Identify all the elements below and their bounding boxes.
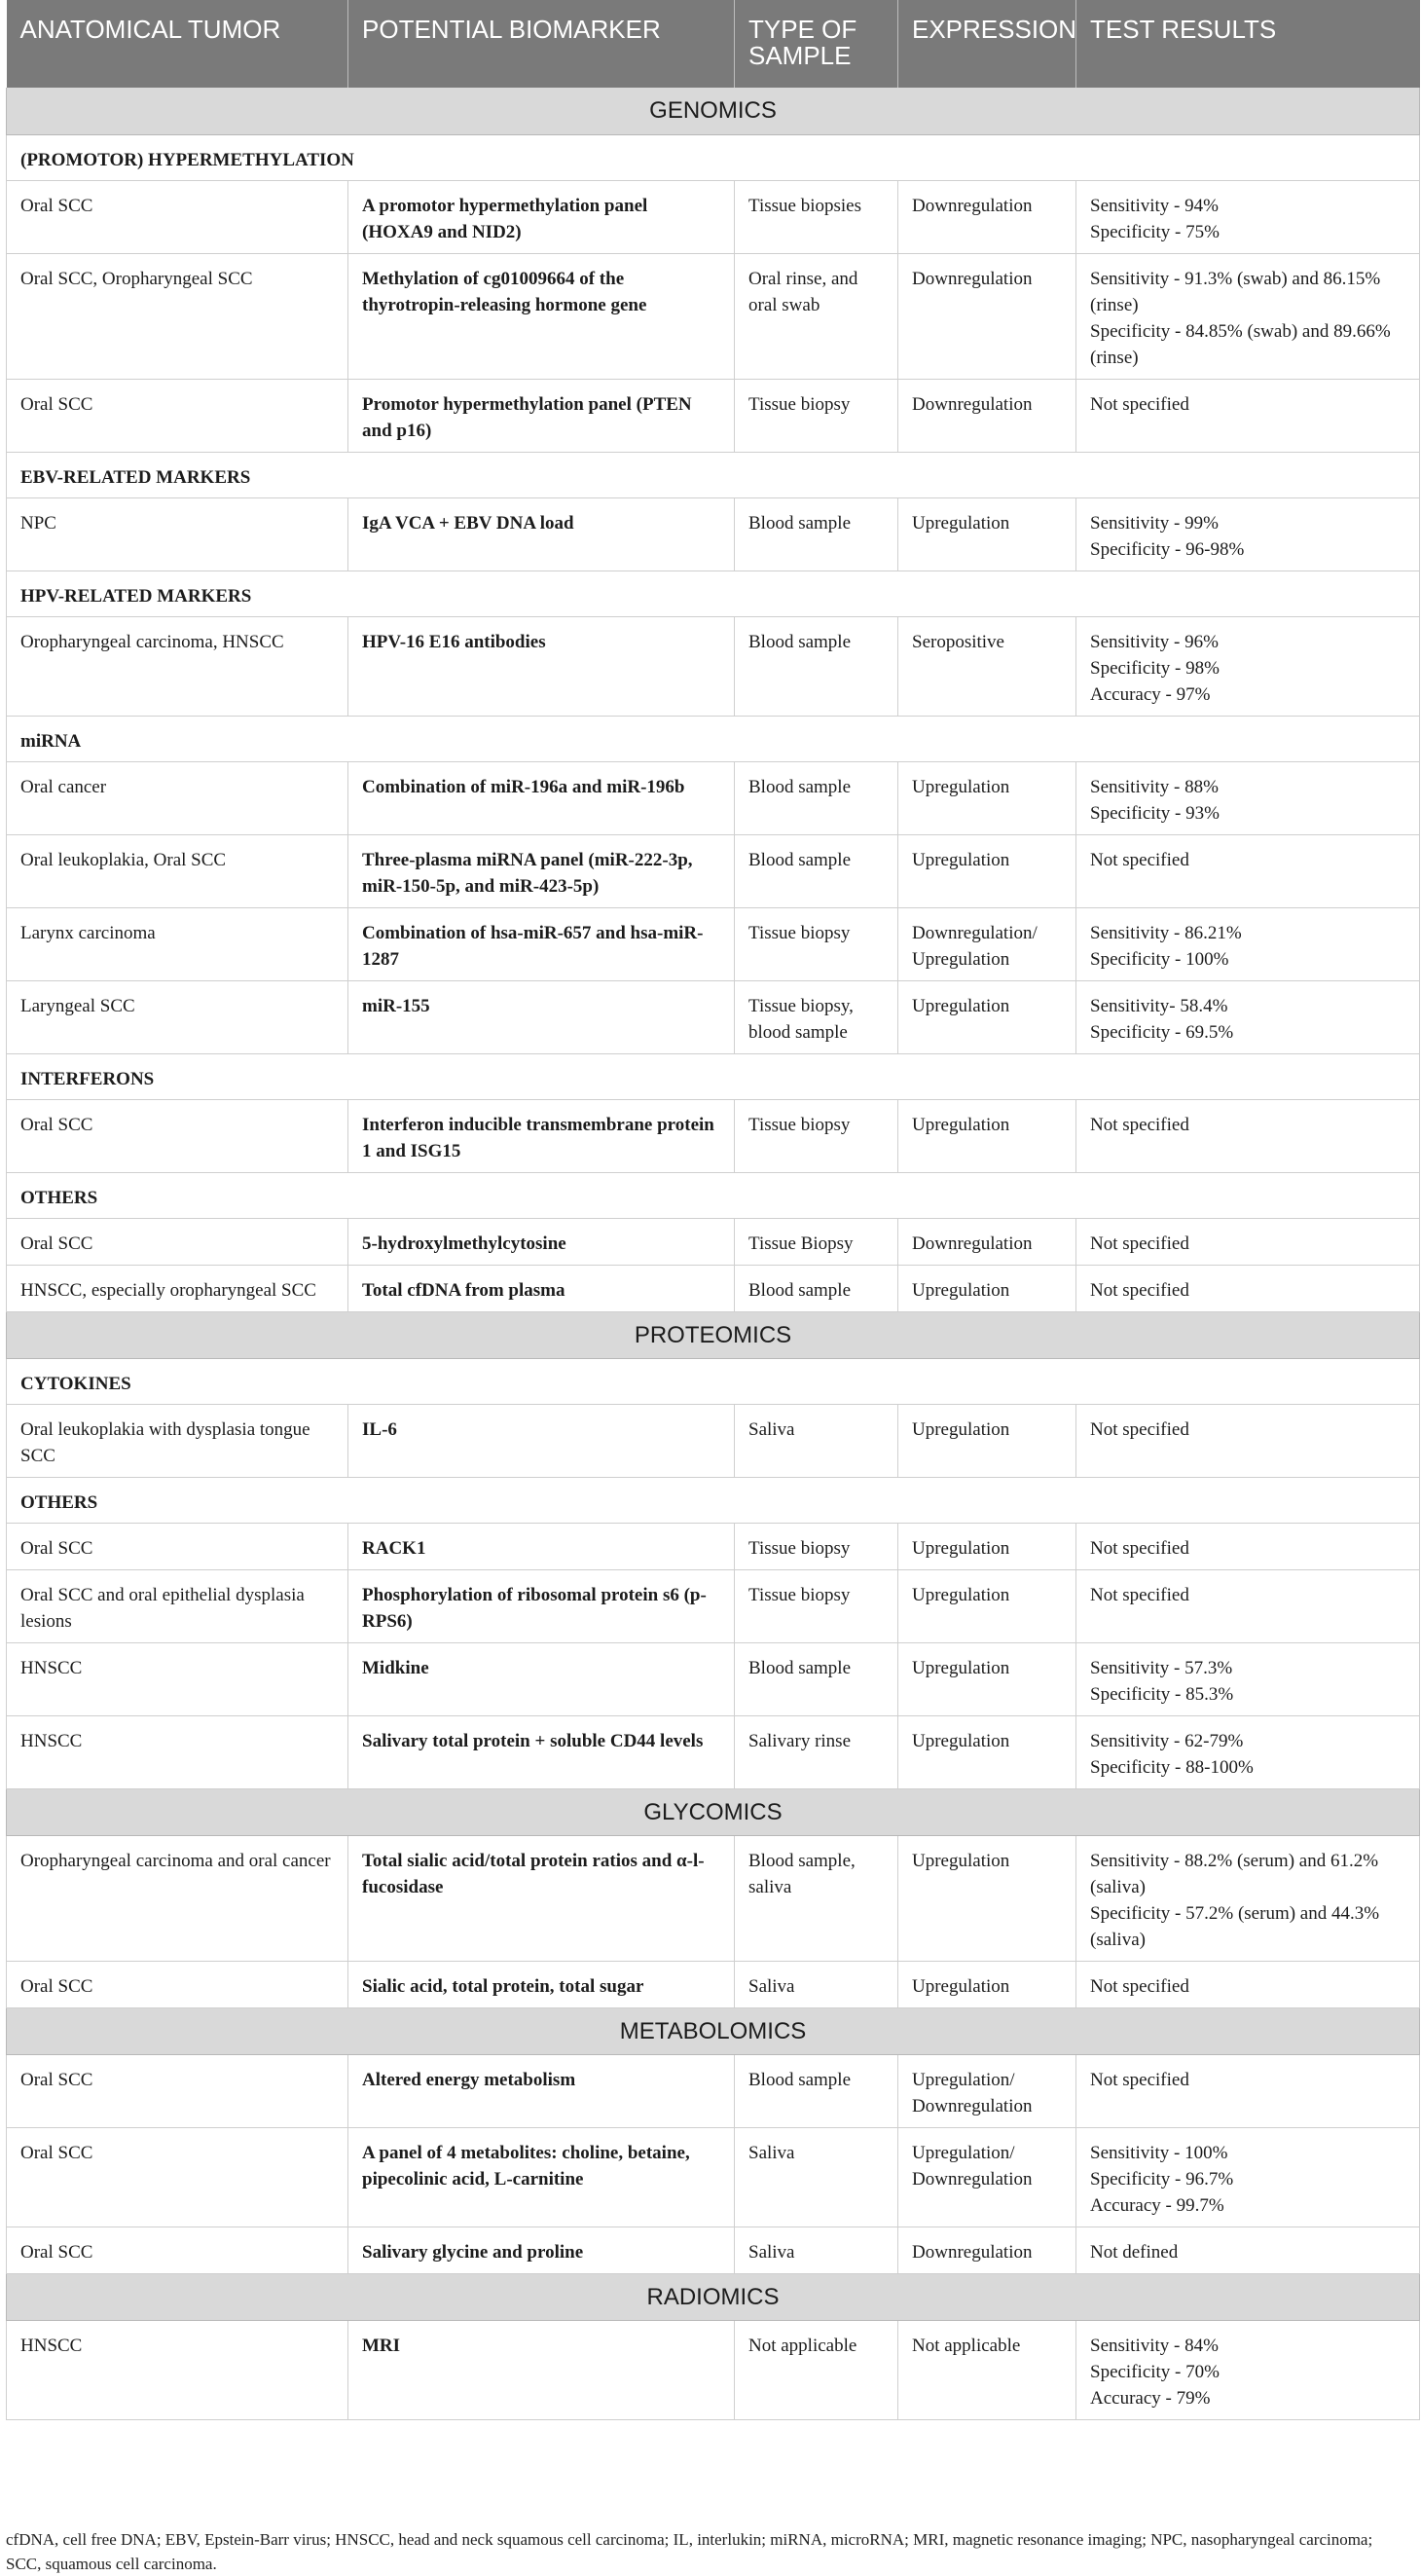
test-result-line: Specificity - 57.2% (serum) and 44.3% (saliva) bbox=[1090, 1902, 1380, 1950]
test-result-line: Specificity - 93% bbox=[1090, 802, 1220, 824]
test-result-line: Accuracy - 97% bbox=[1090, 683, 1211, 705]
cell-potential-biomarker: IL-6 bbox=[348, 1404, 735, 1477]
test-result-line: Sensitivity - 57.3% bbox=[1090, 1657, 1233, 1678]
cell-potential-biomarker: Combination of miR-196a and miR-196b bbox=[348, 761, 735, 834]
section-row bbox=[7, 2273, 1420, 2320]
test-result-line: Sensitivity - 62-79% bbox=[1090, 1730, 1244, 1751]
test-result-line: Sensitivity - 100% bbox=[1090, 2142, 1228, 2163]
cell-anatomical-tumor: Oral SCC bbox=[7, 379, 348, 452]
cell-type-of-sample: Tissue Biopsy bbox=[735, 1218, 898, 1265]
test-result-line: Not specified bbox=[1090, 1975, 1189, 1997]
cell-type-of-sample: Blood sample bbox=[735, 1642, 898, 1715]
subsection-row bbox=[7, 134, 1420, 180]
test-result-line: Specificity - 75% bbox=[1090, 221, 1220, 242]
section-row bbox=[7, 1788, 1420, 1835]
header-row bbox=[7, 0, 1420, 88]
subsection-title: OTHERS bbox=[7, 1172, 1420, 1218]
cell-potential-biomarker: Interferon inducible transmembrane protein 1 and ISG15 bbox=[348, 1099, 735, 1172]
subsection-title: CYTOKINES bbox=[7, 1358, 1420, 1404]
cell-expression: Upregulation bbox=[898, 1569, 1076, 1642]
section-title: GENOMICS bbox=[7, 88, 1420, 134]
subsection-row bbox=[7, 1477, 1420, 1523]
test-result-line: Not specified bbox=[1090, 1584, 1189, 1605]
test-result-line: Not specified bbox=[1090, 393, 1189, 415]
cell-type-of-sample: Saliva bbox=[735, 1404, 898, 1477]
test-result-line: Not specified bbox=[1090, 849, 1189, 870]
cell-test-results bbox=[1076, 180, 1420, 253]
test-result-line: Sensitivity - 96% bbox=[1090, 631, 1219, 652]
cell-expression: Upregulation bbox=[898, 1404, 1076, 1477]
table-row bbox=[7, 1404, 1420, 1477]
section-row bbox=[7, 1311, 1420, 1358]
cell-type-of-sample: Blood sample, saliva bbox=[735, 1835, 898, 1961]
cell-type-of-sample: Saliva bbox=[735, 1961, 898, 2007]
cell-type-of-sample: Blood sample bbox=[735, 761, 898, 834]
cell-anatomical-tumor: Oral SCC, Oropharyngeal SCC bbox=[7, 253, 348, 379]
cell-test-results bbox=[1076, 1961, 1420, 2007]
test-result-line: Specificity - 85.3% bbox=[1090, 1683, 1234, 1705]
cell-anatomical-tumor: Oral SCC bbox=[7, 180, 348, 253]
cell-test-results bbox=[1076, 1569, 1420, 1642]
header-type-of-sample: TYPE OF SAMPLE bbox=[735, 0, 898, 88]
cell-potential-biomarker: Phosphorylation of ribosomal protein s6 (p-RPS6) bbox=[348, 1569, 735, 1642]
cell-potential-biomarker: Methylation of cg01009664 of the thyrotropin-releasing hormone gene bbox=[348, 253, 735, 379]
subsection-row bbox=[7, 1358, 1420, 1404]
cell-type-of-sample: Blood sample bbox=[735, 834, 898, 907]
cell-test-results bbox=[1076, 2054, 1420, 2127]
test-result-line: Specificity - 98% bbox=[1090, 657, 1220, 679]
test-result-line: Sensitivity - 88% bbox=[1090, 776, 1219, 797]
cell-type-of-sample: Tissue biopsies bbox=[735, 180, 898, 253]
cell-test-results bbox=[1076, 834, 1420, 907]
table-row bbox=[7, 2054, 1420, 2127]
cell-potential-biomarker: Total cfDNA from plasma bbox=[348, 1265, 735, 1311]
table-row bbox=[7, 253, 1420, 379]
cell-potential-biomarker: MRI bbox=[348, 2320, 735, 2419]
cell-test-results bbox=[1076, 907, 1420, 980]
cell-anatomical-tumor: Oropharyngeal carcinoma and oral cancer bbox=[7, 1835, 348, 1961]
subsection-row bbox=[7, 716, 1420, 761]
cell-expression: Downregulation bbox=[898, 2226, 1076, 2273]
table-row bbox=[7, 2226, 1420, 2273]
cell-test-results bbox=[1076, 1715, 1420, 1788]
subsection-title: miRNA bbox=[7, 716, 1420, 761]
cell-potential-biomarker: RACK1 bbox=[348, 1523, 735, 1569]
cell-type-of-sample: Salivary rinse bbox=[735, 1715, 898, 1788]
cell-expression: Upregulation bbox=[898, 1715, 1076, 1788]
table-row bbox=[7, 1961, 1420, 2007]
cell-potential-biomarker: miR-155 bbox=[348, 980, 735, 1053]
cell-expression: Downregulation bbox=[898, 379, 1076, 452]
table-row bbox=[7, 1099, 1420, 1172]
table-row bbox=[7, 497, 1420, 570]
cell-anatomical-tumor: Oral SCC and oral epithelial dysplasia lesions bbox=[7, 1569, 348, 1642]
cell-potential-biomarker: A promotor hypermethylation panel (HOXA9 and NID2) bbox=[348, 180, 735, 253]
cell-type-of-sample: Saliva bbox=[735, 2127, 898, 2226]
cell-anatomical-tumor: Oral leukoplakia with dysplasia tongue SCC bbox=[7, 1404, 348, 1477]
cell-test-results bbox=[1076, 1642, 1420, 1715]
cell-expression: Upregulation/ Downregulation bbox=[898, 2127, 1076, 2226]
test-result-line: Accuracy - 79% bbox=[1090, 2387, 1211, 2409]
test-result-line: Specificity - 96-98% bbox=[1090, 538, 1245, 560]
cell-test-results bbox=[1076, 1523, 1420, 1569]
cell-type-of-sample: Tissue biopsy bbox=[735, 379, 898, 452]
cell-test-results bbox=[1076, 1265, 1420, 1311]
cell-type-of-sample: Blood sample bbox=[735, 2054, 898, 2127]
cell-anatomical-tumor: HNSCC bbox=[7, 1715, 348, 1788]
header-potential-biomarker: POTENTIAL BIOMARKER bbox=[348, 0, 735, 88]
cell-test-results bbox=[1076, 980, 1420, 1053]
cell-anatomical-tumor: Oral SCC bbox=[7, 2226, 348, 2273]
cell-potential-biomarker: Three-plasma miRNA panel (miR-222-3p, miR-150-5p, and miR-423-5p) bbox=[348, 834, 735, 907]
subsection-row bbox=[7, 1172, 1420, 1218]
cell-anatomical-tumor: Oral cancer bbox=[7, 761, 348, 834]
cell-anatomical-tumor: Oral SCC bbox=[7, 1523, 348, 1569]
test-result-line: Specificity - 70% bbox=[1090, 2361, 1220, 2382]
test-result-line: Specificity - 84.85% (swab) and 89.66% (rinse) bbox=[1090, 320, 1391, 368]
cell-anatomical-tumor: HNSCC bbox=[7, 2320, 348, 2419]
cell-anatomical-tumor: HNSCC, especially oropharyngeal SCC bbox=[7, 1265, 348, 1311]
cell-expression: Downregulation/ Upregulation bbox=[898, 907, 1076, 980]
cell-potential-biomarker: IgA VCA + EBV DNA load bbox=[348, 497, 735, 570]
cell-potential-biomarker: 5-hydroxylmethylcytosine bbox=[348, 1218, 735, 1265]
cell-expression: Upregulation bbox=[898, 980, 1076, 1053]
cell-expression: Upregulation bbox=[898, 1523, 1076, 1569]
cell-potential-biomarker: HPV-16 E16 antibodies bbox=[348, 616, 735, 716]
cell-test-results bbox=[1076, 616, 1420, 716]
cell-expression: Upregulation bbox=[898, 1265, 1076, 1311]
subsection-title: OTHERS bbox=[7, 1477, 1420, 1523]
cell-type-of-sample: Blood sample bbox=[735, 497, 898, 570]
subsection-title: (PROMOTOR) HYPERMETHYLATION bbox=[7, 134, 1420, 180]
table-row bbox=[7, 907, 1420, 980]
cell-type-of-sample: Blood sample bbox=[735, 616, 898, 716]
cell-potential-biomarker: Total sialic acid/total protein ratios and α-l-fucosidase bbox=[348, 1835, 735, 1961]
cell-type-of-sample: Not applicable bbox=[735, 2320, 898, 2419]
section-row bbox=[7, 88, 1420, 134]
test-result-line: Sensitivity - 91.3% (swab) and 86.15% (rinse) bbox=[1090, 268, 1381, 315]
cell-test-results bbox=[1076, 2226, 1420, 2273]
subsection-title: HPV-RELATED MARKERS bbox=[7, 570, 1420, 616]
subsection-row bbox=[7, 452, 1420, 497]
cell-expression: Downregulation bbox=[898, 180, 1076, 253]
table-row bbox=[7, 2127, 1420, 2226]
cell-expression: Seropositive bbox=[898, 616, 1076, 716]
cell-anatomical-tumor: Oral SCC bbox=[7, 2127, 348, 2226]
cell-anatomical-tumor: Laryngeal SCC bbox=[7, 980, 348, 1053]
cell-test-results bbox=[1076, 1099, 1420, 1172]
table-row bbox=[7, 1835, 1420, 1961]
cell-expression: Upregulation bbox=[898, 1099, 1076, 1172]
cell-expression: Upregulation bbox=[898, 497, 1076, 570]
cell-potential-biomarker: Combination of hsa-miR-657 and hsa-miR-1287 bbox=[348, 907, 735, 980]
test-result-line: Specificity - 96.7% bbox=[1090, 2168, 1234, 2190]
header-test-results: TEST RESULTS bbox=[1076, 0, 1420, 88]
section-title: METABOLOMICS bbox=[7, 2007, 1420, 2054]
cell-anatomical-tumor: Oropharyngeal carcinoma, HNSCC bbox=[7, 616, 348, 716]
test-result-line: Not defined bbox=[1090, 2241, 1179, 2263]
cell-anatomical-tumor: Larynx carcinoma bbox=[7, 907, 348, 980]
section-row bbox=[7, 2007, 1420, 2054]
table-body bbox=[7, 88, 1420, 2419]
table-footnote: cfDNA, cell free DNA; EBV, Epstein-Barr virus; HNSCC, head and neck squamous cell carcinoma; IL, interlukin; miRNA, microRNA; MRI, magnetic resonance imaging; NPC, nasopharyngeal carcinoma; SCC, squamous cell carcinoma. bbox=[6, 2530, 1373, 2573]
header-anatomical-tumor: ANATOMICAL TUMOR bbox=[7, 0, 348, 88]
test-result-line: Not specified bbox=[1090, 1233, 1189, 1254]
subsection-row bbox=[7, 570, 1420, 616]
cell-potential-biomarker: Salivary total protein + soluble CD44 levels bbox=[348, 1715, 735, 1788]
table-row bbox=[7, 1218, 1420, 1265]
cell-expression: Upregulation/ Downregulation bbox=[898, 2054, 1076, 2127]
table-row bbox=[7, 379, 1420, 452]
cell-test-results bbox=[1076, 761, 1420, 834]
section-title: PROTEOMICS bbox=[7, 1311, 1420, 1358]
cell-type-of-sample: Tissue biopsy, blood sample bbox=[735, 980, 898, 1053]
test-result-line: Not specified bbox=[1090, 1114, 1189, 1135]
cell-expression: Downregulation bbox=[898, 1218, 1076, 1265]
cell-test-results bbox=[1076, 1835, 1420, 1961]
cell-type-of-sample: Saliva bbox=[735, 2226, 898, 2273]
cell-potential-biomarker: Salivary glycine and proline bbox=[348, 2226, 735, 2273]
test-result-line: Specificity - 100% bbox=[1090, 948, 1229, 970]
section-title: RADIOMICS bbox=[7, 2273, 1420, 2320]
test-result-line: Not specified bbox=[1090, 1418, 1189, 1440]
cell-test-results bbox=[1076, 2320, 1420, 2419]
cell-test-results bbox=[1076, 1218, 1420, 1265]
cell-potential-biomarker: Sialic acid, total protein, total sugar bbox=[348, 1961, 735, 2007]
cell-test-results bbox=[1076, 253, 1420, 379]
cell-test-results bbox=[1076, 1404, 1420, 1477]
test-result-line: Specificity - 88-100% bbox=[1090, 1756, 1254, 1778]
table-row bbox=[7, 1642, 1420, 1715]
test-result-line: Not specified bbox=[1090, 1279, 1189, 1301]
cell-expression: Upregulation bbox=[898, 1835, 1076, 1961]
table-row bbox=[7, 1715, 1420, 1788]
cell-type-of-sample: Tissue biopsy bbox=[735, 1523, 898, 1569]
test-result-line: Sensitivity - 84% bbox=[1090, 2335, 1219, 2356]
table-row bbox=[7, 1523, 1420, 1569]
table-row bbox=[7, 980, 1420, 1053]
subsection-title: INTERFERONS bbox=[7, 1053, 1420, 1099]
table-row bbox=[7, 616, 1420, 716]
cell-expression: Upregulation bbox=[898, 1961, 1076, 2007]
cell-expression: Not applicable bbox=[898, 2320, 1076, 2419]
table-row bbox=[7, 2320, 1420, 2419]
cell-anatomical-tumor: Oral SCC bbox=[7, 2054, 348, 2127]
test-result-line: Specificity - 69.5% bbox=[1090, 1021, 1234, 1043]
table-row bbox=[7, 1265, 1420, 1311]
table-row bbox=[7, 180, 1420, 253]
test-result-line: Sensitivity- 58.4% bbox=[1090, 995, 1228, 1016]
cell-expression: Upregulation bbox=[898, 834, 1076, 907]
subsection-title: EBV-RELATED MARKERS bbox=[7, 452, 1420, 497]
cell-anatomical-tumor: Oral SCC bbox=[7, 1099, 348, 1172]
biomarker-table bbox=[6, 0, 1420, 2420]
test-result-line: Accuracy - 99.7% bbox=[1090, 2194, 1224, 2216]
test-result-line: Sensitivity - 88.2% (serum) and 61.2% (saliva) bbox=[1090, 1850, 1379, 1897]
cell-test-results bbox=[1076, 497, 1420, 570]
subsection-row bbox=[7, 1053, 1420, 1099]
table-row bbox=[7, 1569, 1420, 1642]
header-expression: EXPRESSION bbox=[898, 0, 1076, 88]
cell-anatomical-tumor: Oral SCC bbox=[7, 1961, 348, 2007]
cell-expression: Downregulation bbox=[898, 253, 1076, 379]
table-row bbox=[7, 761, 1420, 834]
cell-test-results bbox=[1076, 2127, 1420, 2226]
cell-anatomical-tumor: Oral SCC bbox=[7, 1218, 348, 1265]
cell-potential-biomarker: A panel of 4 metabolites: choline, betaine, pipecolinic acid, L-carnitine bbox=[348, 2127, 735, 2226]
cell-type-of-sample: Blood sample bbox=[735, 1265, 898, 1311]
cell-potential-biomarker: Midkine bbox=[348, 1642, 735, 1715]
cell-test-results bbox=[1076, 379, 1420, 452]
cell-anatomical-tumor: HNSCC bbox=[7, 1642, 348, 1715]
test-result-line: Not specified bbox=[1090, 2069, 1189, 2090]
cell-anatomical-tumor: NPC bbox=[7, 497, 348, 570]
cell-type-of-sample: Tissue biopsy bbox=[735, 907, 898, 980]
cell-anatomical-tumor: Oral leukoplakia, Oral SCC bbox=[7, 834, 348, 907]
test-result-line: Sensitivity - 86.21% bbox=[1090, 922, 1242, 943]
cell-potential-biomarker: Altered energy metabolism bbox=[348, 2054, 735, 2127]
cell-type-of-sample: Tissue biopsy bbox=[735, 1569, 898, 1642]
cell-type-of-sample: Tissue biopsy bbox=[735, 1099, 898, 1172]
table-row bbox=[7, 834, 1420, 907]
test-result-line: Sensitivity - 99% bbox=[1090, 512, 1219, 534]
cell-type-of-sample: Oral rinse, and oral swab bbox=[735, 253, 898, 379]
test-result-line: Not specified bbox=[1090, 1537, 1189, 1559]
cell-expression: Upregulation bbox=[898, 761, 1076, 834]
test-result-line: Sensitivity - 94% bbox=[1090, 195, 1219, 216]
section-title: GLYCOMICS bbox=[7, 1788, 1420, 1835]
cell-potential-biomarker: Promotor hypermethylation panel (PTEN and p16) bbox=[348, 379, 735, 452]
cell-expression: Upregulation bbox=[898, 1642, 1076, 1715]
